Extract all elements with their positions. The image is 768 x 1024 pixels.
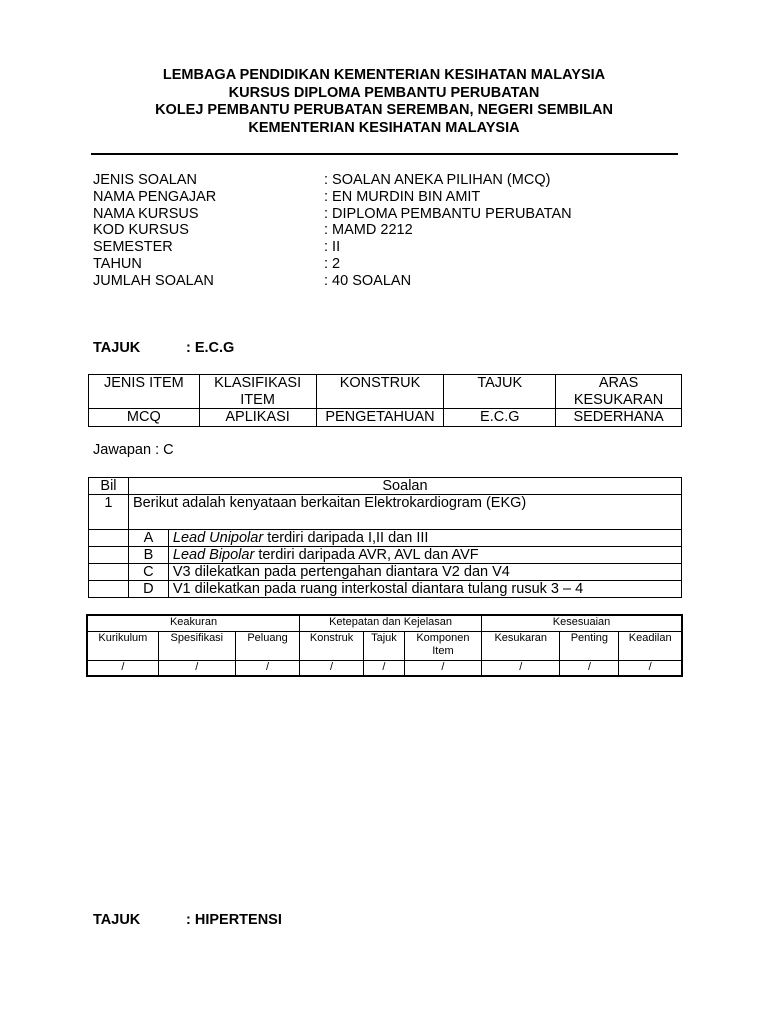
- meta-value: : II: [324, 239, 341, 256]
- table-cell: E.C.G: [444, 409, 556, 427]
- meta-value: : SOALAN ANEKA PILIHAN (MCQ): [324, 172, 551, 188]
- header-divider: [91, 153, 678, 155]
- check-mark: /: [482, 660, 560, 676]
- option-row: [89, 530, 682, 547]
- meta-label: SEMESTER: [93, 239, 173, 256]
- meta-label: KOD KURSUS: [93, 222, 189, 239]
- option-letter: B: [128, 547, 168, 564]
- option-letter: A: [128, 530, 168, 547]
- option-rest: V1 dilekatkan pada ruang interkostal diantara tulang rusuk 3 – 4: [172, 581, 584, 597]
- column-header: Kurikulum: [87, 631, 158, 660]
- meta-value: : 2: [324, 255, 341, 272]
- check-mark: /: [300, 660, 364, 676]
- column-header: Spesifikasi: [158, 631, 235, 660]
- option-row: [89, 564, 682, 581]
- header-line-2: KURSUS DIPLOMA PEMBANTU PERUBATAN: [228, 84, 540, 101]
- question-table: [88, 477, 682, 598]
- table-cell: PENGETAHUAN: [316, 409, 444, 427]
- table-header-row: [89, 375, 682, 409]
- option-letter: C: [128, 564, 168, 581]
- check-mark: /: [404, 660, 481, 676]
- option-rest: terdiri daripada I,II dan III: [263, 530, 429, 546]
- option-italic-term: Lead Bipolar: [172, 547, 255, 563]
- soalan-header: Soalan: [128, 478, 681, 495]
- option-text: [168, 530, 681, 547]
- table-cell: MCQ: [89, 409, 200, 427]
- column-header: Komponen Item: [404, 631, 481, 660]
- table-row: [89, 409, 682, 427]
- header-cell: KONSTRUK: [316, 375, 444, 409]
- topic-label: TAJUK: [93, 912, 141, 928]
- meta-value: : DIPLOMA PEMBANTU PERUBATAN: [324, 205, 572, 222]
- question-row: [89, 495, 682, 530]
- empty-cell: [89, 547, 129, 564]
- header-cell: JENIS ITEM: [89, 375, 200, 409]
- header-cell: TAJUK: [444, 375, 556, 409]
- column-header: Konstruk: [300, 631, 364, 660]
- option-row: [89, 581, 682, 598]
- group-header: Keakuran: [87, 615, 300, 631]
- topic-value: : HIPERTENSI: [186, 912, 282, 928]
- header-cell: KLASIFIKASI ITEM: [199, 375, 316, 409]
- table-cell: APLIKASI: [199, 409, 316, 427]
- table-cell: SEDERHANA: [556, 409, 682, 427]
- option-text: [168, 564, 681, 581]
- option-italic-term: Lead Unipolar: [172, 530, 264, 546]
- header-line-1: LEMBAGA PENDIDIKAN KEMENTERIAN KESIHATAN MALAYSIA: [162, 67, 606, 83]
- header-line-3: KOLEJ PEMBANTU PERUBATAN SEREMBAN, NEGERI SEMBILAN: [155, 102, 613, 118]
- header-cell: ARAS KESUKARAN: [556, 375, 682, 409]
- meta-value: : EN MURDIN BIN AMIT: [324, 188, 481, 205]
- meta-label: JUMLAH SOALAN: [93, 272, 214, 289]
- check-mark: /: [158, 660, 235, 676]
- empty-cell: [89, 564, 129, 581]
- group-header-row: [87, 615, 682, 631]
- column-header: Tajuk: [364, 631, 405, 660]
- check-mark: /: [235, 660, 299, 676]
- answer-key: Jawapan : C: [93, 442, 174, 458]
- option-text: [168, 547, 681, 564]
- column-header: Peluang: [235, 631, 299, 660]
- column-header: Penting: [560, 631, 619, 660]
- question-number: 1: [89, 495, 129, 530]
- marks-row: [87, 660, 682, 676]
- meta-value: : MAMD 2212: [324, 222, 413, 239]
- item-classification-table: [88, 374, 682, 427]
- option-text: [168, 581, 681, 598]
- header-line-4: KEMENTERIAN KESIHATAN MALAYSIA: [248, 119, 520, 136]
- bil-header: Bil: [89, 478, 129, 495]
- option-rest: terdiri daripada AVR, AVL dan AVF: [254, 547, 479, 563]
- group-header: Ketepatan dan Kejelasan: [300, 615, 482, 631]
- meta-label: NAMA PENGAJAR: [93, 188, 217, 205]
- topic-label: TAJUK: [93, 340, 141, 356]
- option-row: [89, 547, 682, 564]
- document-header: [0, 67, 768, 137]
- empty-cell: [89, 530, 129, 547]
- meta-label: TAHUN: [93, 255, 142, 272]
- review-criteria-table: [86, 614, 683, 677]
- group-header: Kesesuaian: [482, 615, 682, 631]
- check-mark: /: [87, 660, 158, 676]
- option-rest: V3 dilekatkan pada pertengahan diantara V2 dan V4: [172, 564, 510, 580]
- check-mark: /: [364, 660, 405, 676]
- meta-label: NAMA KURSUS: [93, 205, 199, 222]
- column-header-row: [87, 631, 682, 660]
- check-mark: /: [619, 660, 682, 676]
- column-header: Keadilan: [619, 631, 682, 660]
- column-header: Kesukaran: [482, 631, 560, 660]
- table-header-row: [89, 478, 682, 495]
- question-stem: Berikut adalah kenyataan berkaitan Elektrokardiogram (EKG): [128, 495, 681, 530]
- empty-cell: [89, 581, 129, 598]
- option-letter: D: [128, 581, 168, 598]
- check-mark: /: [560, 660, 619, 676]
- meta-label: JENIS SOALAN: [93, 172, 197, 188]
- meta-value: : 40 SOALAN: [324, 272, 412, 289]
- topic-value: : E.C.G: [186, 340, 235, 356]
